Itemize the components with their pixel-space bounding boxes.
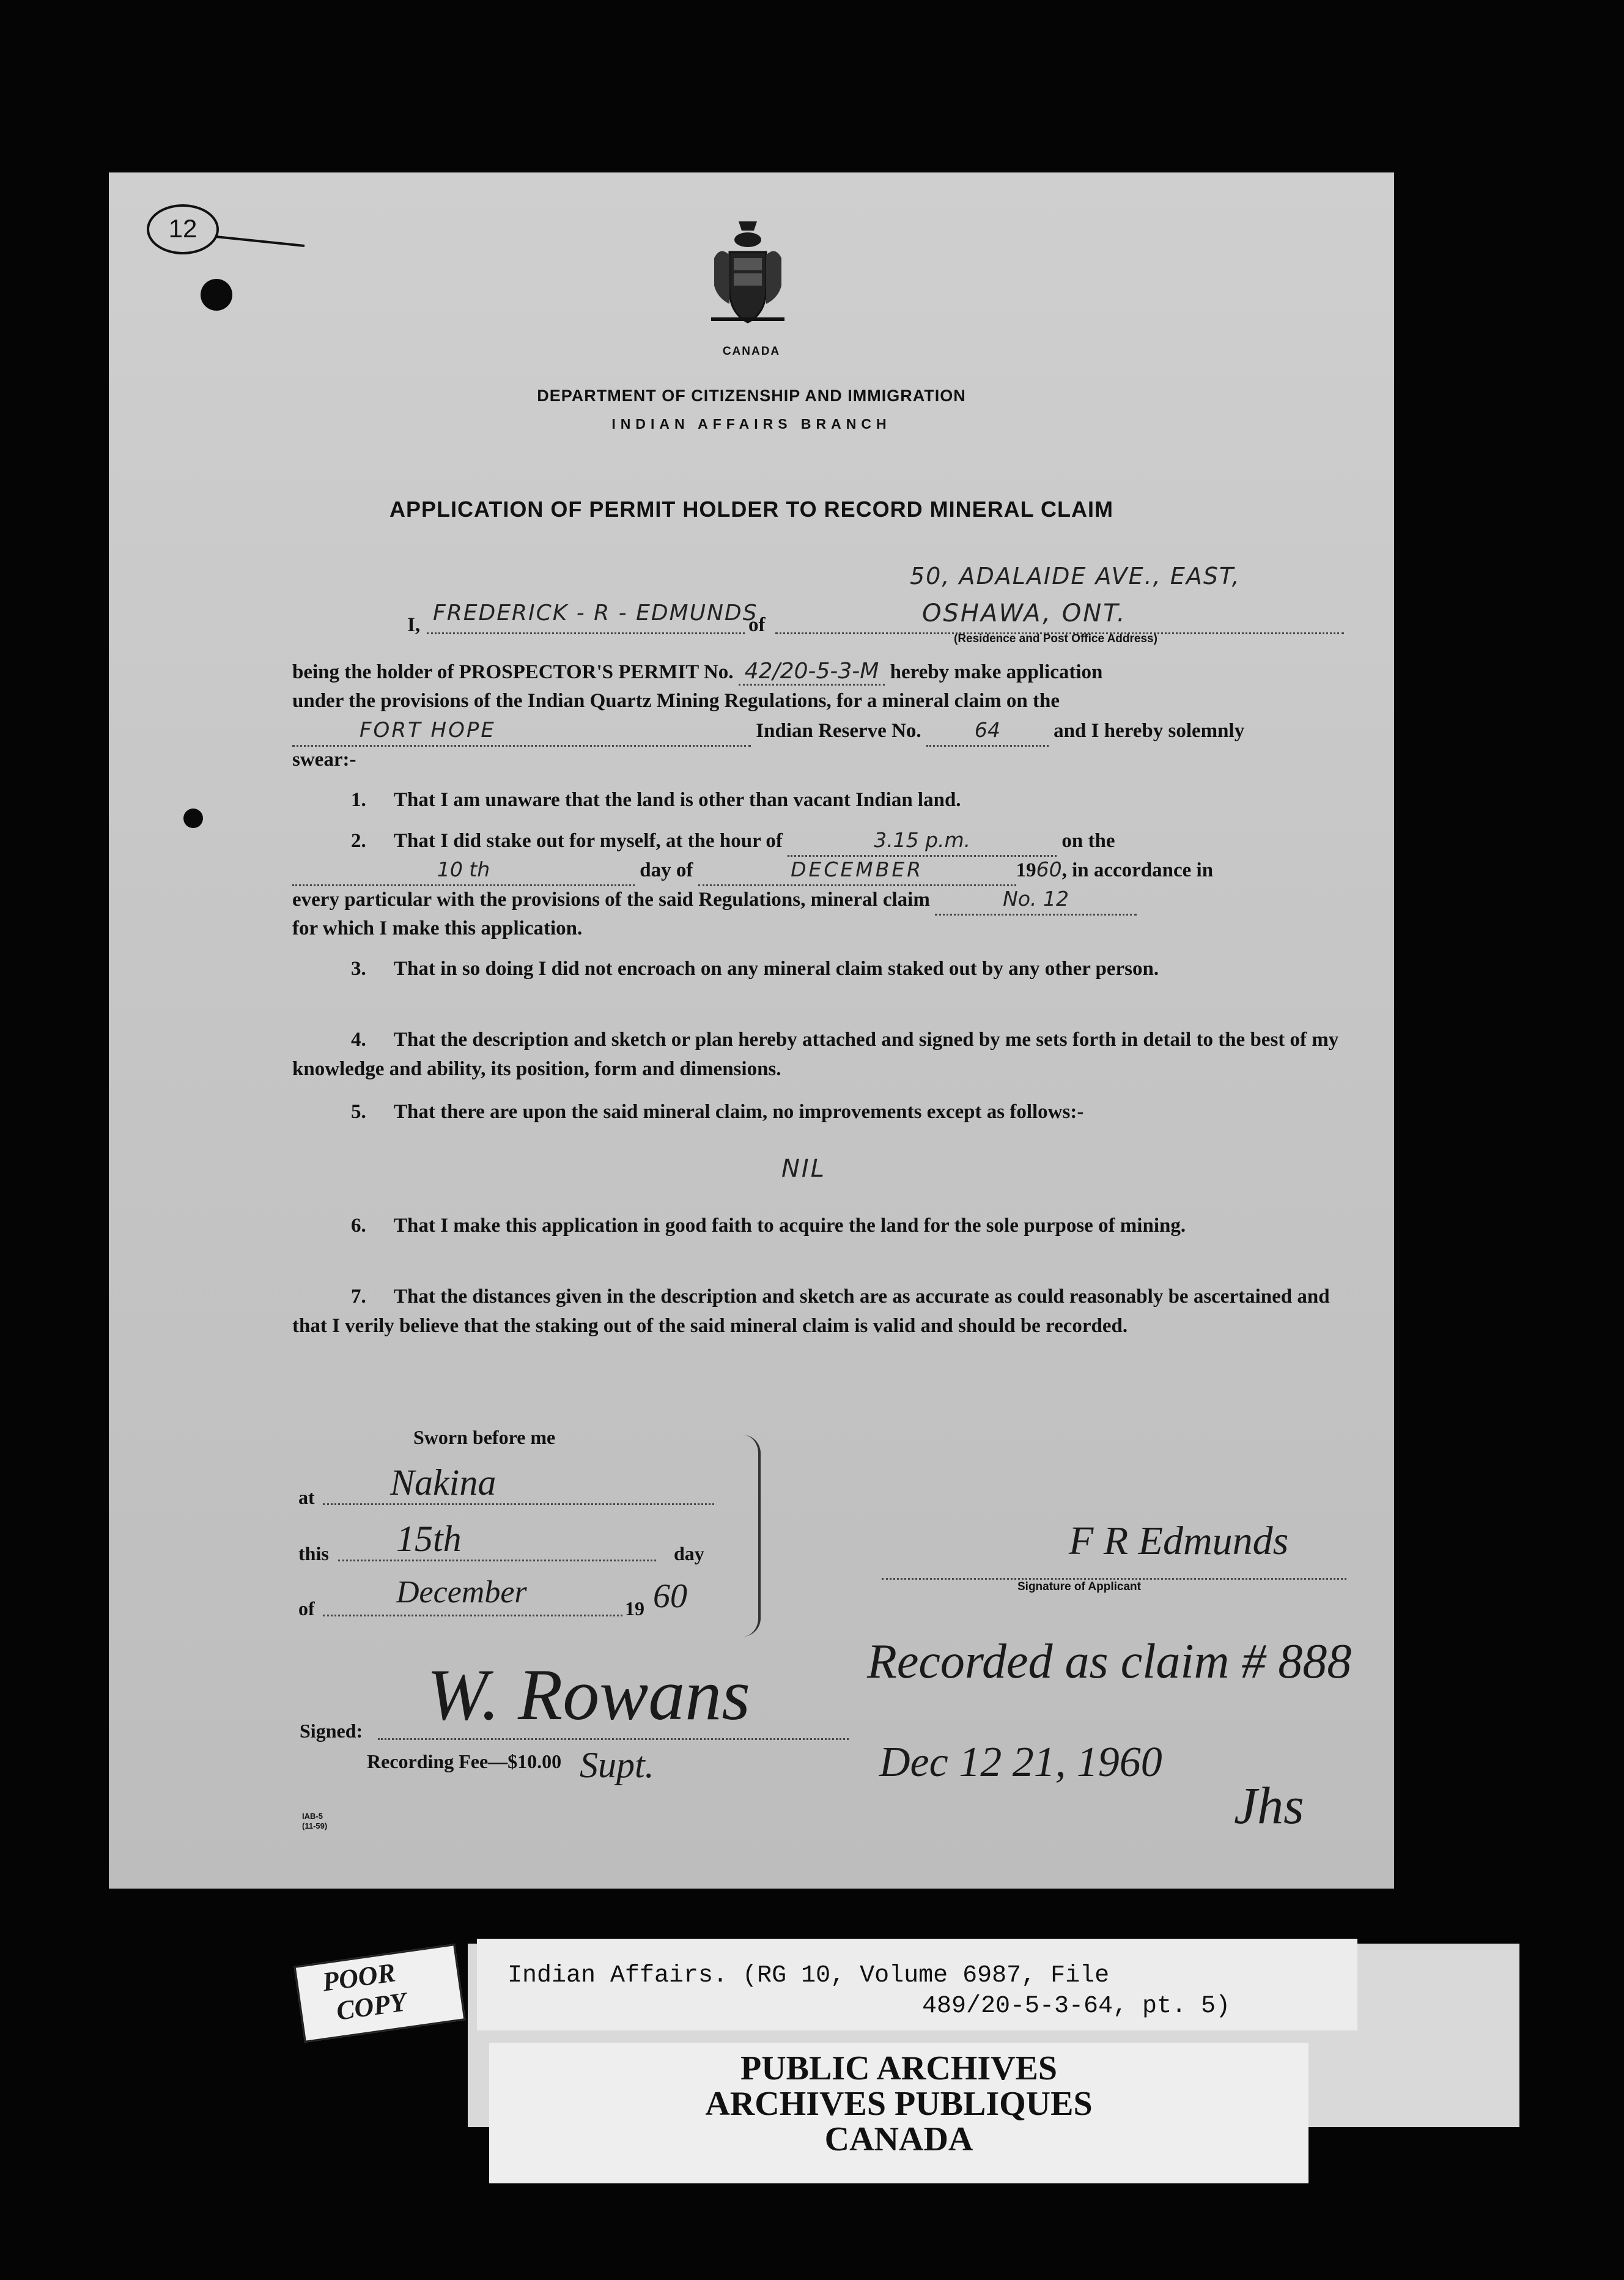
address-caption: (Residence and Post Office Address) [954, 632, 1157, 645]
punch-hole [201, 279, 232, 311]
permit-number: 42/20-5-3-M [739, 659, 885, 686]
poor-copy-line2: COPY [334, 1986, 408, 2026]
clause-3-text: That in so doing I did not encroach on any mineral claim staked out by any other person. [394, 958, 1159, 980]
department-heading: DEPARTMENT OF CITIZENSHIP AND IMMIGRATION [537, 387, 966, 405]
form-code-number: IAB-5 [302, 1812, 323, 1821]
permit-pre: being the holder of PROSPECTOR'S PERMIT No. [292, 661, 734, 683]
day-label: day [674, 1542, 704, 1564]
this-value: 15th [396, 1519, 462, 1559]
permit-line [292, 657, 1344, 687]
staking-year: 60 [1036, 857, 1062, 881]
staking-month: DECEMBER [698, 855, 1016, 886]
branch-heading: INDIAN AFFAIRS BRANCH [611, 416, 891, 432]
of-label: of [748, 614, 766, 636]
signer-signature: W. Rowans [427, 1654, 750, 1735]
address-line2: OSHAWA, ONT. [922, 599, 1127, 627]
recorded-annotation: Recorded as claim # 888 [867, 1635, 1352, 1689]
punch-mark [183, 809, 203, 828]
staking-day: 10 th [292, 855, 635, 886]
clause-2-text-e: , in accordance in [1061, 859, 1214, 881]
of-date-value: December [396, 1575, 527, 1610]
stamp-line3: CANADA [824, 2120, 973, 2158]
recorded-date: Dec 12 21, 1960 [879, 1739, 1162, 1786]
form-code [302, 1812, 327, 1831]
this-label: this [298, 1542, 329, 1564]
reserve-name: FORT HOPE [292, 716, 751, 747]
signed-label: Signed: [300, 1720, 363, 1742]
clause-4: 4. That the description and sketch or plan hereby attached and signed by me sets forth in detail to the best of my knowledge and ability, its position, form and dimensions. [292, 1029, 1339, 1080]
clause-1-text: That I am unaware that the land is other than vacant Indian land. [394, 789, 961, 811]
sworn-brace [734, 1435, 761, 1637]
year-prefix: 19 [625, 1597, 644, 1619]
permit-post: hereby make application [890, 661, 1103, 683]
poor-copy-line1: POOR [320, 1957, 397, 1997]
applicant-signature-caption: Signature of Applicant [1017, 1580, 1141, 1593]
clause-6: 6. That I make this application in good faith to acquire the land for the sole purpose of mining. [351, 1215, 1186, 1237]
stamp-line1: PUBLIC ARCHIVES [740, 2049, 1058, 2087]
clause-4-text: That the description and sketch or plan hereby attached and signed by me sets forth in detail to the best of my knowledge and ability, its position, form and dimensions. [292, 1029, 1339, 1080]
country-label: CANADA [722, 345, 781, 358]
clause-6-text: That I make this application in good faith to acquire the land for the sole purpose of mining. [394, 1215, 1186, 1237]
reserve-post: and I hereby solemnly [1054, 720, 1245, 742]
corner-number: 12 [147, 204, 219, 254]
clause-5-text: That there are upon the said mineral claim, no improvements except as follows:- [394, 1101, 1084, 1123]
at-label: at [298, 1486, 315, 1508]
improvements-value: NIL [781, 1155, 827, 1183]
applicant-name: FREDERICK - R - EDMUNDS [433, 601, 758, 626]
stamp-line2: ARCHIVES PUBLIQUES [705, 2085, 1093, 2123]
archive-ref-line2: 489/20-5-3-64, pt. 5) [922, 1993, 1231, 2020]
this-line [338, 1535, 656, 1561]
of-date-label: of [298, 1597, 315, 1619]
poor-copy-tag [294, 1944, 466, 2043]
clause-7: 7. That the distances given in the description and sketch are as accurate as could reasonably be ascertained and that I verily believe that the staking out of the said mineral claim is valid and should be recorded. [292, 1286, 1330, 1337]
corner-pointer-icon [213, 228, 311, 252]
archive-ref-line1: Indian Affairs. (RG 10, Volume 6987, File [508, 1962, 1110, 1989]
sworn-heading: Sworn before me [413, 1426, 556, 1448]
swear-line: swear:- [292, 749, 356, 771]
clause-2-text-d: 19 [1016, 859, 1036, 881]
clause-2-text-f: every particular with the provisions of the said Regulations, mineral claim [292, 889, 930, 911]
clause-3: 3. That in so doing I did not encroach on any mineral claim staked out by any other person. [351, 958, 1159, 980]
staking-hour: 3.15 p.m. [788, 826, 1057, 857]
archive-reference-card [477, 1939, 1357, 2030]
reserve-number: 64 [926, 716, 1049, 747]
year-value: 60 [653, 1577, 687, 1615]
clause-2-line2 [292, 855, 1344, 886]
recording-fee: Recording Fee—$10.00 [367, 1750, 562, 1772]
applicant-signature: F R Edmunds [1069, 1519, 1289, 1563]
coat-of-arms-icon [702, 215, 794, 331]
clause-7-text: That the distances given in the description and sketch are as accurate as could reasonably be ascertained and that I verily believe that the staking out of the said mineral claim is valid and should be recorded. [292, 1286, 1330, 1337]
clause-1: 1. That I am unaware that the land is other than vacant Indian land. [351, 789, 961, 811]
claim-number: No. 12 [935, 884, 1137, 916]
clause-2-text-a: That I did stake out for myself, at the hour of [394, 830, 783, 852]
clause-5: 5. That there are upon the said mineral claim, no improvements except as follows:- [351, 1101, 1084, 1123]
form-code-date: (11-59) [302, 1821, 328, 1830]
recorder-initials: Jhs [1234, 1776, 1304, 1835]
clause-2: 2. That I did stake out for myself, at the hour of 3.15 p.m. on the [292, 826, 1344, 857]
signer-title: Supt. [580, 1745, 654, 1785]
at-line [323, 1479, 714, 1505]
form-title: APPLICATION OF PERMIT HOLDER TO RECORD MINERAL CLAIM [389, 497, 1113, 522]
clause-2-text-c: day of [640, 859, 693, 881]
clause-2-line3 [292, 884, 1344, 916]
clause-2-text-b: on the [1061, 830, 1115, 852]
reserve-label: Indian Reserve No. [756, 720, 921, 742]
application-form [109, 172, 1394, 1889]
archive-stamp [489, 2043, 1308, 2183]
regulations-line: under the provisions of the Indian Quartz Mining Regulations, for a mineral claim on the [292, 690, 1060, 712]
clause-2-line4: for which I make this application. [292, 917, 583, 939]
address-line1: 50, ADALAIDE AVE., EAST, [910, 563, 1241, 590]
at-value: Nakina [390, 1462, 496, 1503]
i-label: I, [407, 614, 421, 636]
reserve-line [292, 716, 1344, 747]
